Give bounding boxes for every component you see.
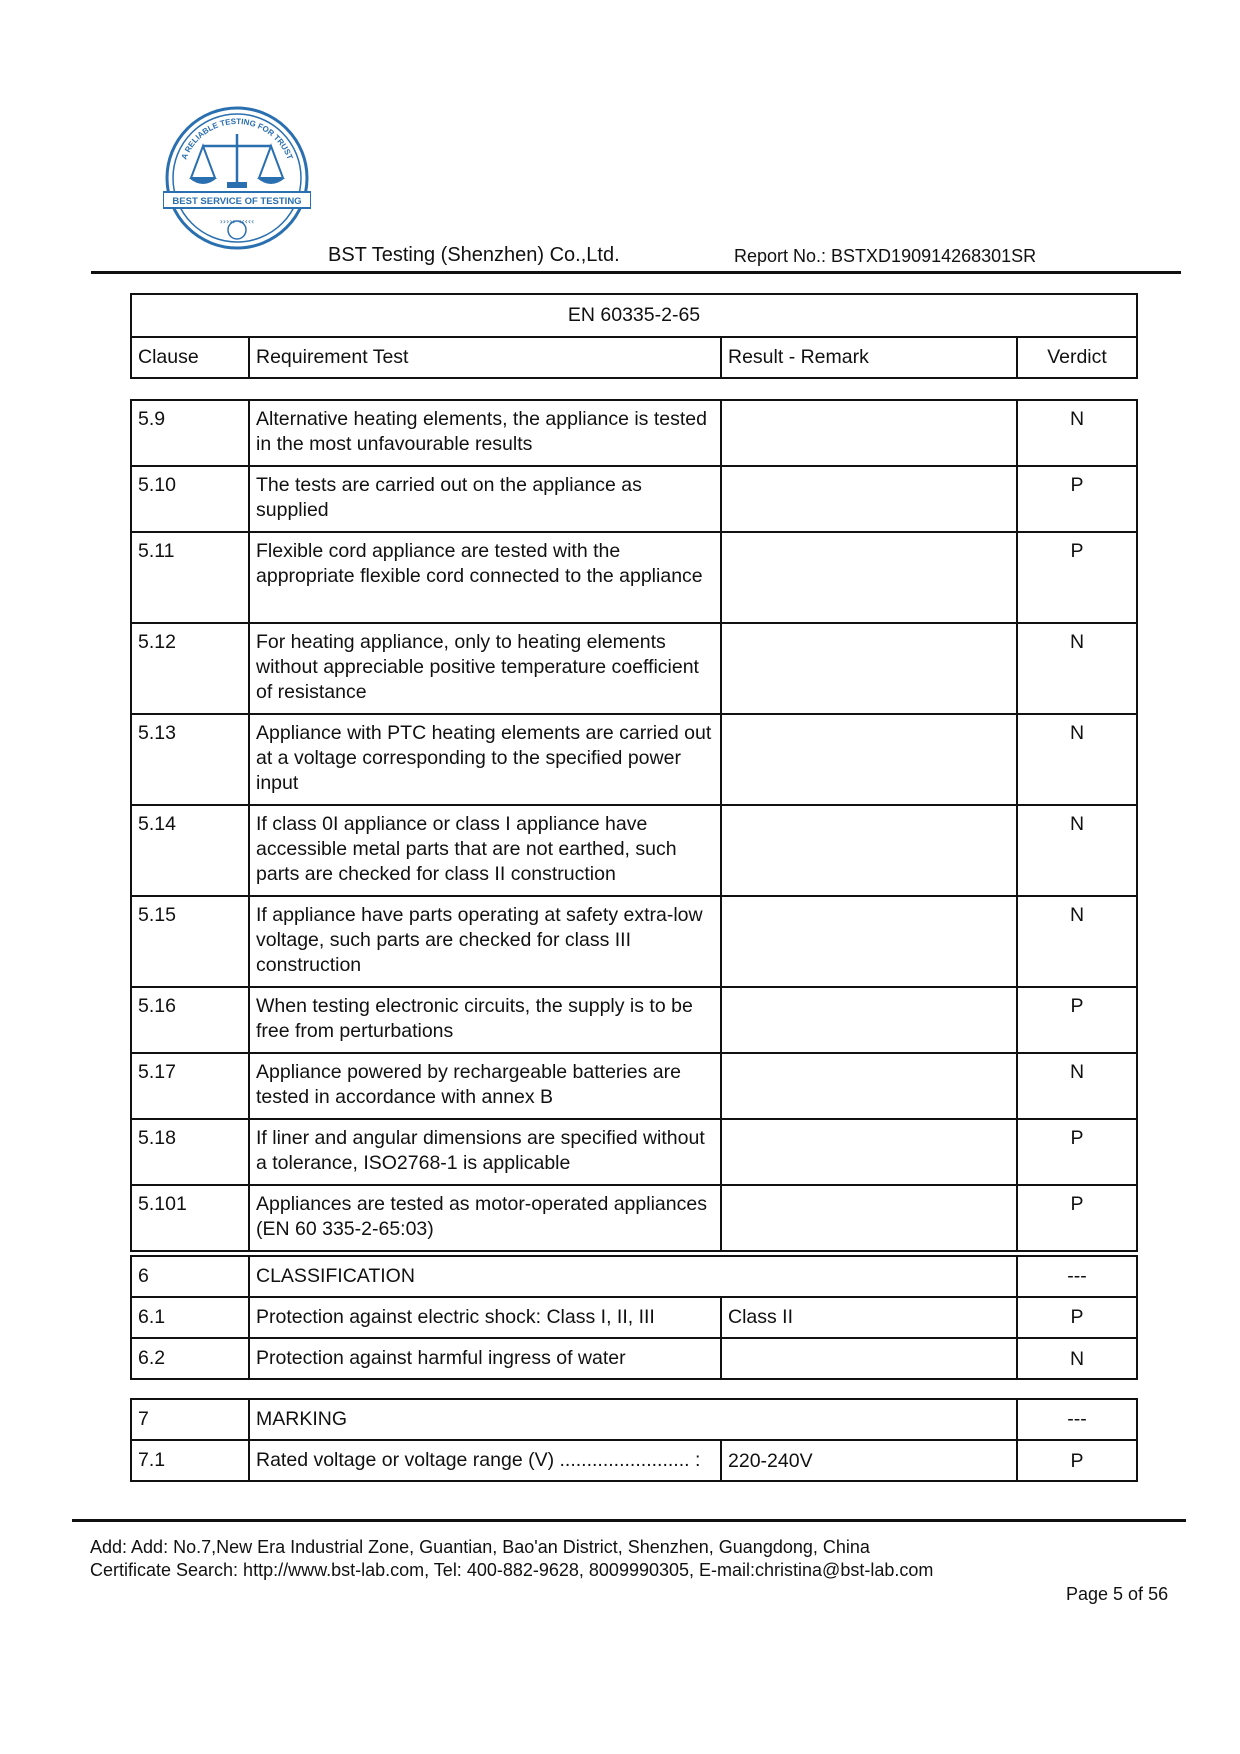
clause-number: 6 bbox=[131, 1256, 249, 1297]
result-remark bbox=[721, 1119, 1017, 1185]
clause-number: 5.17 bbox=[131, 1053, 249, 1119]
table-row bbox=[131, 714, 1137, 805]
table-row bbox=[131, 805, 1137, 896]
section-heading-row bbox=[131, 1256, 1137, 1297]
requirement-text: For heating appliance, only to heating elements without appreciable positive temperature coefficient of resistance bbox=[249, 623, 721, 714]
table-row bbox=[131, 1338, 1137, 1379]
logo-top-text: A RELIABLE TESTING FOR TRUST bbox=[179, 116, 295, 161]
verdict: --- bbox=[1017, 1256, 1137, 1297]
requirement-text: If class 0I appliance or class I appliance have accessible metal parts that are not earthed, such parts are checked for class II construction bbox=[249, 805, 721, 896]
requirement-text: Appliance powered by rechargeable batteries are tested in accordance with annex B bbox=[249, 1053, 721, 1119]
verdict: P bbox=[1017, 1119, 1137, 1185]
verdict: P bbox=[1017, 1185, 1137, 1251]
column-header-requirement: Requirement Test bbox=[249, 337, 721, 378]
clause-number: 5.15 bbox=[131, 896, 249, 987]
clause-number: 6.2 bbox=[131, 1338, 249, 1379]
requirement-text: Protection against harmful ingress of water bbox=[249, 1338, 721, 1379]
requirement-text: Protection against electric shock: Class I, II, III bbox=[249, 1297, 721, 1338]
result-remark bbox=[721, 466, 1017, 532]
column-header-clause: Clause bbox=[131, 337, 249, 378]
bst-logo bbox=[163, 104, 311, 260]
clause-number: 5.10 bbox=[131, 466, 249, 532]
table-header bbox=[130, 293, 1138, 379]
verdict: --- bbox=[1017, 1399, 1137, 1440]
verdict: N bbox=[1017, 400, 1137, 466]
requirement-text: If liner and angular dimensions are specified without a tolerance, ISO2768-1 is applicable bbox=[249, 1119, 721, 1185]
verdict: N bbox=[1017, 896, 1137, 987]
verdict: P bbox=[1017, 1297, 1137, 1338]
section-title: CLASSIFICATION bbox=[249, 1256, 1017, 1297]
result-remark bbox=[721, 1185, 1017, 1251]
clause-5-table bbox=[130, 399, 1138, 1252]
verdict: P bbox=[1017, 466, 1137, 532]
verdict: N bbox=[1017, 714, 1137, 805]
classification-table bbox=[130, 1255, 1138, 1380]
section-title: MARKING bbox=[249, 1399, 1017, 1440]
table-row bbox=[131, 987, 1137, 1053]
result-remark bbox=[721, 805, 1017, 896]
clause-number: 7 bbox=[131, 1399, 249, 1440]
verdict: N bbox=[1017, 1053, 1137, 1119]
result-remark bbox=[721, 400, 1017, 466]
report-number: Report No.: BSTXD190914268301SR bbox=[734, 246, 1037, 266]
requirement-text: Alternative heating elements, the appliance is tested in the most unfavourable results bbox=[249, 400, 721, 466]
verdict: P bbox=[1017, 532, 1137, 623]
requirement-text: Appliance with PTC heating elements are carried out at a voltage corresponding to the specified power input bbox=[249, 714, 721, 805]
header-divider bbox=[91, 271, 1181, 274]
result-remark: Class II bbox=[721, 1297, 1017, 1338]
logo-band-text: BEST SERVICE OF TESTING bbox=[172, 196, 302, 207]
result-remark bbox=[721, 1338, 1017, 1379]
verdict: P bbox=[1017, 987, 1137, 1053]
result-remark: 220-240V bbox=[721, 1440, 1017, 1481]
clause-number: 5.9 bbox=[131, 400, 249, 466]
standard-title: EN 60335-2-65 bbox=[131, 294, 1137, 337]
clause-number: 5.18 bbox=[131, 1119, 249, 1185]
result-remark bbox=[721, 896, 1017, 987]
table-row bbox=[131, 1297, 1137, 1338]
table-row bbox=[131, 1185, 1137, 1251]
clause-number: 7.1 bbox=[131, 1440, 249, 1481]
requirement-text: If appliance have parts operating at safety extra-low voltage, such parts are checked for class III construction bbox=[249, 896, 721, 987]
column-header-result: Result - Remark bbox=[721, 337, 1017, 378]
column-header-verdict: Verdict bbox=[1017, 337, 1137, 378]
clause-number: 5.11 bbox=[131, 532, 249, 623]
page-number: Page 5 of 56 bbox=[1066, 1584, 1169, 1604]
table-row bbox=[131, 1119, 1137, 1185]
table-row bbox=[131, 400, 1137, 466]
requirement-text: Flexible cord appliance are tested with the appropriate flexible cord connected to the appliance bbox=[249, 532, 721, 623]
table-row bbox=[131, 1440, 1137, 1481]
svg-text:››››› ‹‹‹‹‹: ››››› ‹‹‹‹‹ bbox=[219, 217, 255, 226]
footer-divider bbox=[72, 1519, 1186, 1522]
requirement-text: The tests are carried out on the appliance as supplied bbox=[249, 466, 721, 532]
verdict: N bbox=[1017, 1338, 1137, 1379]
result-remark bbox=[721, 623, 1017, 714]
clause-number: 5.13 bbox=[131, 714, 249, 805]
section-heading-row bbox=[131, 1399, 1137, 1440]
clause-number: 6.1 bbox=[131, 1297, 249, 1338]
clause-number: 5.16 bbox=[131, 987, 249, 1053]
verdict: P bbox=[1017, 1440, 1137, 1481]
result-remark bbox=[721, 714, 1017, 805]
clause-number: 5.14 bbox=[131, 805, 249, 896]
requirement-text: Rated voltage or voltage range (V) ........................ : bbox=[249, 1440, 721, 1481]
verdict: N bbox=[1017, 623, 1137, 714]
marking-table bbox=[130, 1398, 1138, 1482]
table-row bbox=[131, 1053, 1137, 1119]
footer-address: Add: Add: No.7,New Era Industrial Zone, Guantian, Bao'an District, Shenzhen, Guangdong, China bbox=[90, 1537, 870, 1557]
clause-number: 5.12 bbox=[131, 623, 249, 714]
result-remark bbox=[721, 987, 1017, 1053]
table-row bbox=[131, 466, 1137, 532]
table-row bbox=[131, 623, 1137, 714]
result-remark bbox=[721, 532, 1017, 623]
requirement-text: When testing electronic circuits, the supply is to be free from perturbations bbox=[249, 987, 721, 1053]
result-remark bbox=[721, 1053, 1017, 1119]
requirement-text: Appliances are tested as motor-operated appliances (EN 60 335-2-65:03) bbox=[249, 1185, 721, 1251]
table-row bbox=[131, 532, 1137, 623]
verdict: N bbox=[1017, 805, 1137, 896]
table-row bbox=[131, 896, 1137, 987]
footer-certificate-info: Certificate Search: http://www.bst-lab.com, Tel: 400-882-9628, 8009990305, E-mail:christina@bst-lab.com bbox=[90, 1560, 934, 1580]
clause-number: 5.101 bbox=[131, 1185, 249, 1251]
company-name: BST Testing (Shenzhen) Co.,Ltd. bbox=[328, 244, 620, 266]
